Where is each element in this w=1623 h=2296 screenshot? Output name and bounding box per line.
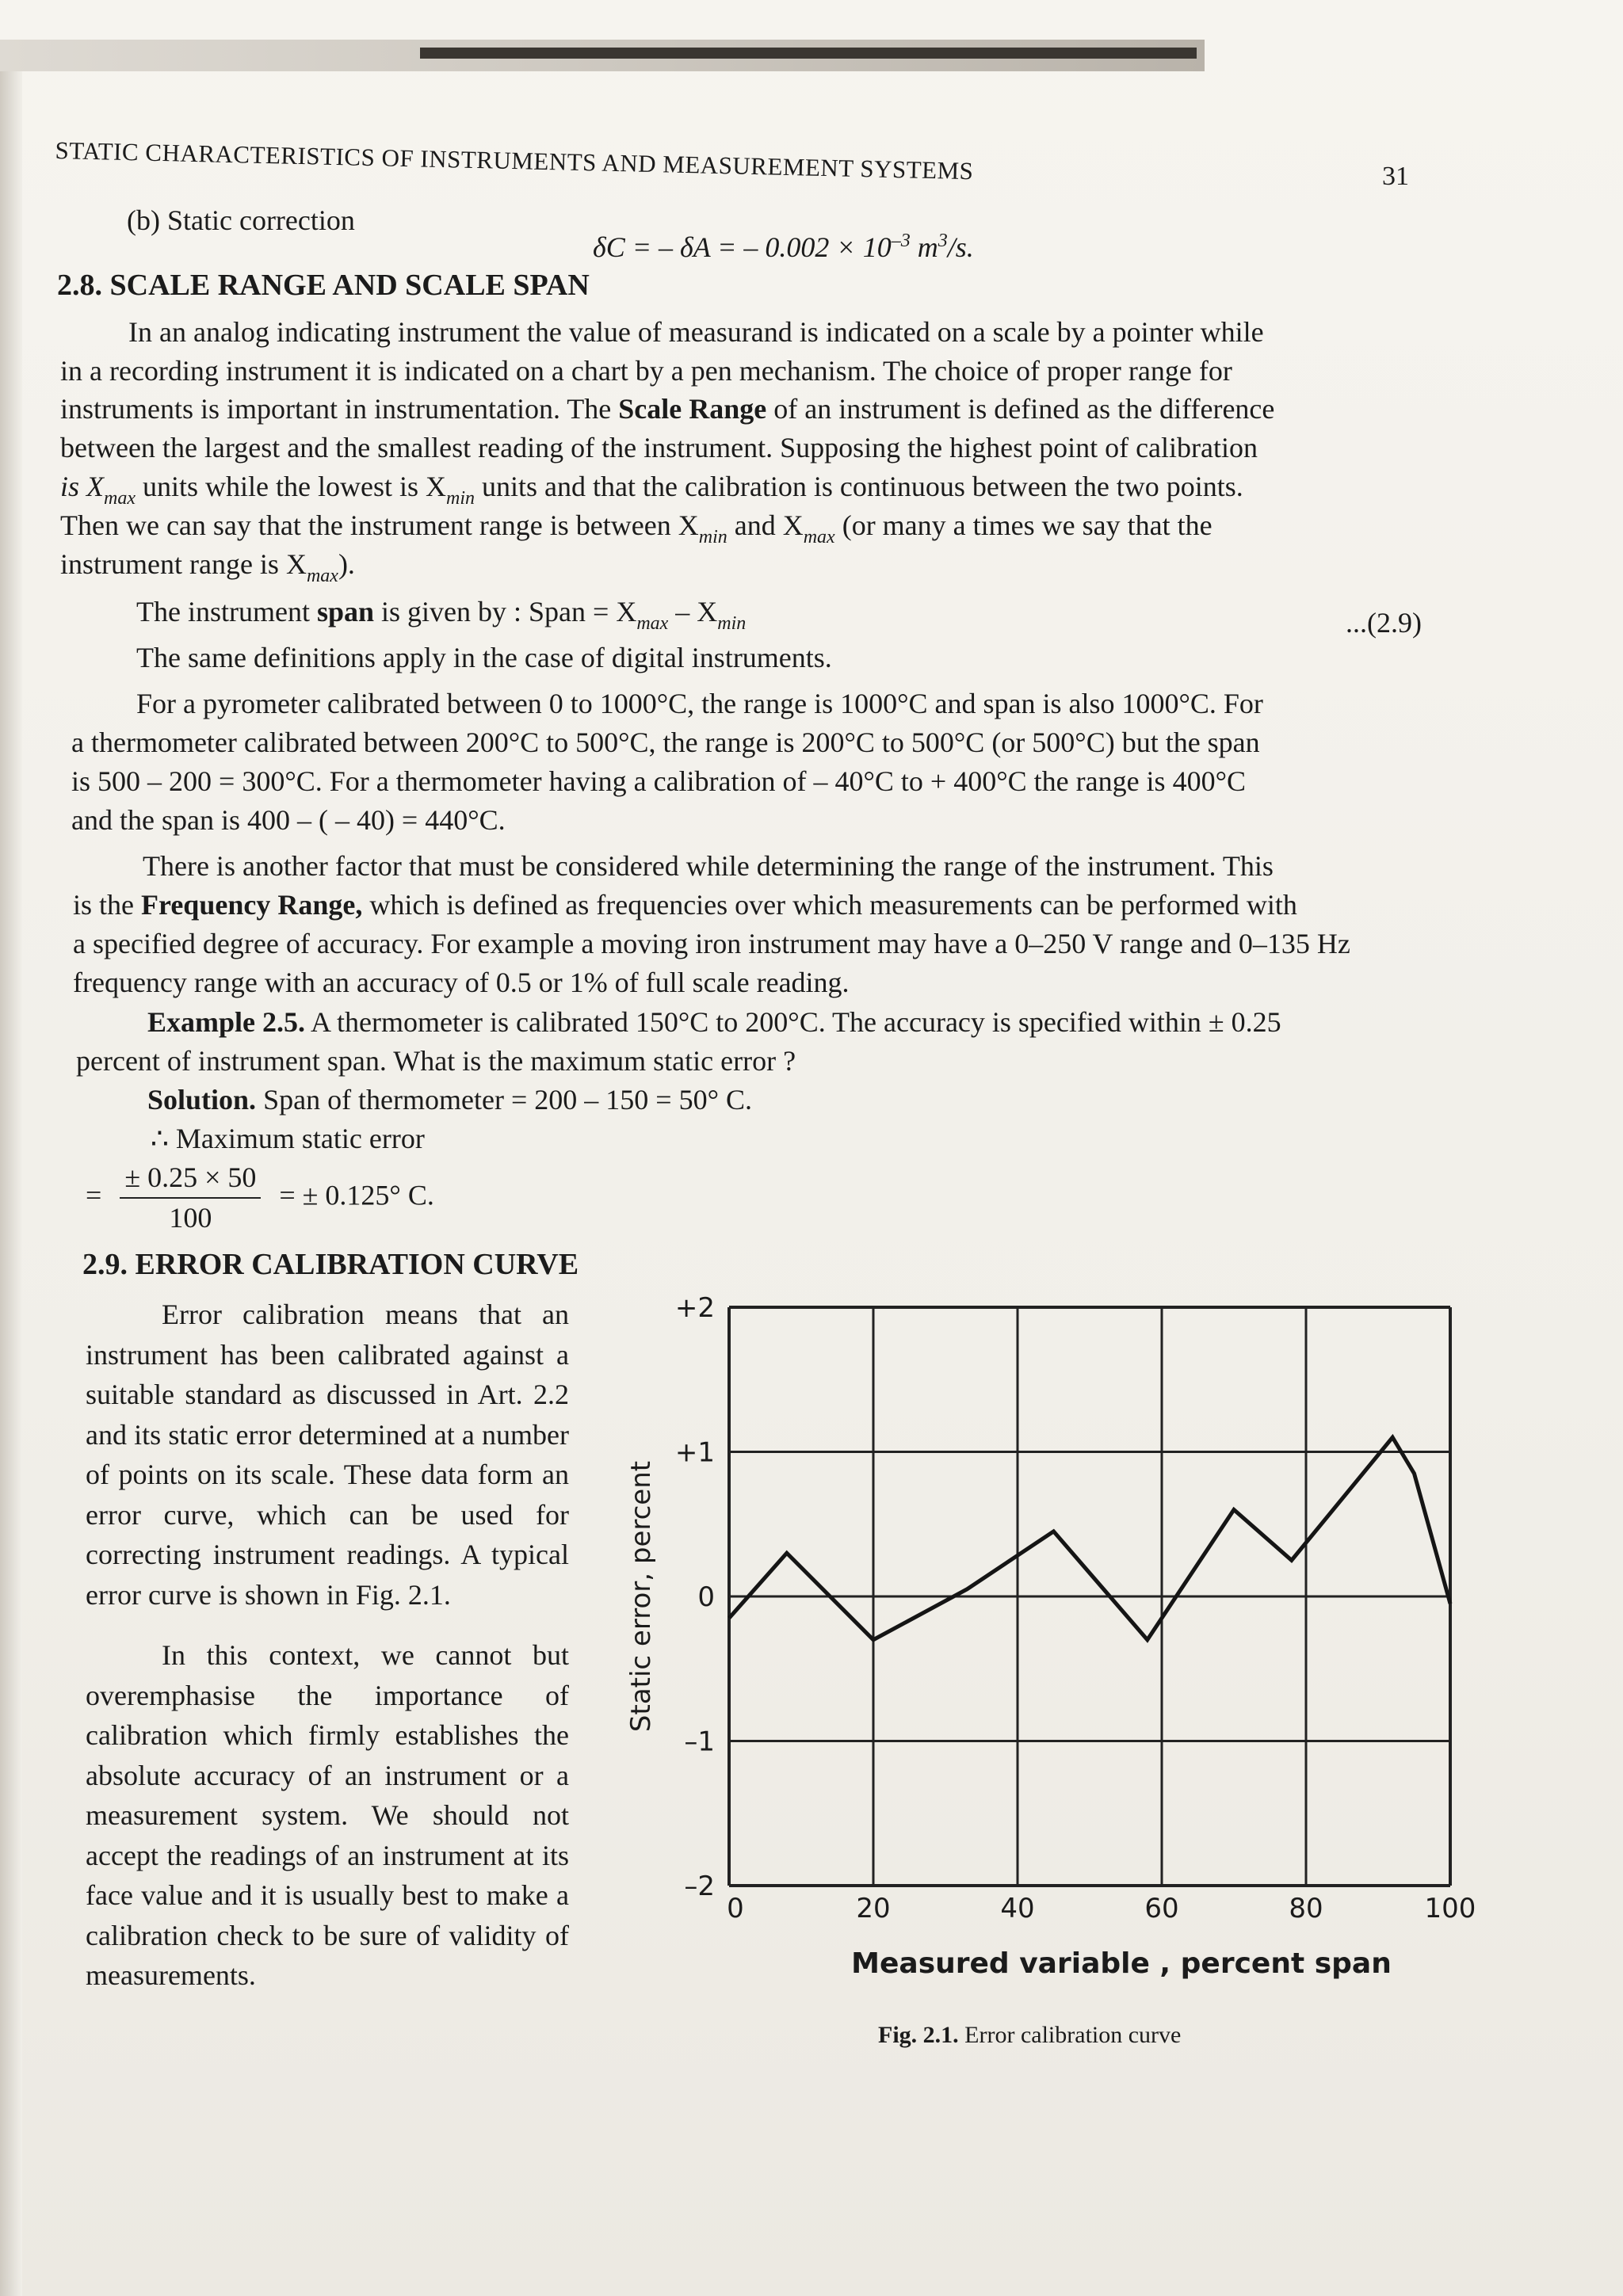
equals-sign: =: [86, 1179, 102, 1211]
para5-line4: frequency range with an accuracy of 0.5 or 1% of full scale reading.: [73, 967, 850, 998]
subscript: min: [445, 488, 475, 509]
x-tick-label: 100: [1424, 1893, 1476, 1924]
page-edge-shadow: [0, 71, 22, 2296]
equation-unit-tail: /s.: [947, 231, 974, 263]
section-2-9-para2: In this context, we cannot but overemphasise the importance of calibration which firmly establishes the absolute accuracy of an instrument or a measurement system. We should not accept the readings of an instrument at its face value and it is usually best to make a calibration check to be sure of validity of measurements.: [86, 1639, 569, 1991]
equation-number: ...(2.9): [1346, 607, 1422, 639]
x-tick-label: 80: [1289, 1893, 1323, 1924]
term-scale-range: Scale Range: [618, 393, 767, 425]
subscript: min: [717, 613, 747, 634]
para1-line7: [60, 545, 355, 596]
fraction: [120, 1158, 261, 1238]
para1-line2: in a recording instrument it is indicated on a chart by a pen mechanism. The choice of proper range for: [60, 355, 1232, 387]
text: instrument range is X: [60, 548, 307, 580]
para4-line1: For a pyrometer calibrated between 0 to 1000°C, the range is 1000°C and span is also 1000°C. For: [136, 688, 1263, 719]
section-2-9-para1: Error calibration means that an instrument has been calibrated against a suitable standard as discussed in Art. 2.2 and its static error determined at a number of points on its scale. These data form an error curve, which can be used for correcting instrument readings. A typical error curve is shown in Fig. 2.1.: [86, 1299, 569, 1611]
para4-line4: and the span is 400 – ( – 40) = 440°C.: [71, 804, 506, 836]
text: – X: [668, 596, 718, 627]
text: which is defined as frequencies over which measurements can be performed with: [362, 889, 1297, 921]
para5-line2: [73, 886, 1297, 925]
text: units and that the calibration is continuous between the two points.: [474, 471, 1243, 502]
text: and X: [727, 509, 804, 541]
para4-line2: a thermometer calibrated between 200°C to 500°C, the range is 200°C to 500°C (or 500°C) but the span: [71, 727, 1260, 758]
equation-unit: m: [910, 231, 938, 263]
text: A thermometer is calibrated 150°C to 200°C. The accuracy is specified within ± 0.25: [305, 1006, 1281, 1038]
solution-line: [147, 1081, 752, 1119]
book-spine-shadow: [420, 48, 1197, 59]
text: ).: [338, 548, 355, 580]
para1-line4: between the largest and the smallest reading of the instrument. Supposing the highest point of calibration: [60, 432, 1258, 463]
static-correction-label: (b) Static correction: [127, 204, 355, 236]
y-tick-label: +2: [674, 1292, 715, 1324]
subscript: max: [636, 613, 669, 634]
fraction-denominator: 100: [169, 1202, 212, 1234]
fraction-result: = ± 0.125° C.: [279, 1179, 434, 1211]
span-equation: [136, 593, 746, 643]
left-column: [86, 1295, 569, 1996]
y-axis-label: Static error, percent: [625, 1460, 657, 1733]
term-span: span: [316, 596, 375, 627]
subscript: max: [306, 566, 338, 586]
y-tick-label: –2: [684, 1871, 715, 1902]
para1-line1: In an analog indicating instrument the value of measurand is indicated on a scale by a pointer while: [128, 316, 1264, 348]
text: is X: [60, 471, 105, 502]
text: instruments is important in instrumentation. The: [60, 393, 619, 425]
example-label: Example 2.5.: [147, 1006, 306, 1038]
running-header: STATIC CHARACTERISTICS OF INSTRUMENTS AND MEASUREMENT SYSTEMS: [55, 136, 974, 185]
subscript: max: [104, 488, 136, 509]
para3: The same definitions apply in the case of digital instruments.: [136, 642, 832, 673]
subscript: max: [803, 527, 835, 547]
section-number: 2.8.: [57, 269, 102, 302]
para5-line1: There is another factor that must be considered while determining the range of the instrument. This: [143, 850, 1274, 882]
caption-text: Error calibration curve: [958, 2022, 1182, 2048]
term-frequency-range: Frequency Range,: [141, 889, 363, 921]
y-tick-labels: [675, 1292, 715, 1902]
static-correction-equation: [593, 222, 974, 267]
x-tick-label: 0: [727, 1893, 744, 1924]
para5-line3: a specified degree of accuracy. For example a moving iron instrument may have a 0–250 V range and 0–135 Hz: [73, 928, 1350, 959]
text: units while the lowest is X: [136, 471, 446, 502]
text: The instrument: [136, 596, 317, 627]
text: of an instrument is defined as the difference: [766, 393, 1275, 425]
error-curve-line: [729, 1437, 1450, 1640]
text: Then we can say that the instrument range is between X: [60, 509, 699, 541]
fraction-numerator: ± 0.25 × 50: [120, 1158, 261, 1199]
subscript: min: [698, 527, 727, 547]
caption-label: Fig. 2.1.: [878, 2022, 959, 2048]
example-line1: [147, 1003, 1281, 1042]
text: is given by : Span = X: [374, 596, 637, 627]
equation-unit-exponent: 3: [938, 231, 948, 251]
example-line2: percent of instrument span. What is the maximum static error ?: [76, 1045, 796, 1077]
therefore-line: ∴ Maximum static error: [151, 1123, 425, 1154]
text: (or many a times we say that the: [834, 509, 1212, 541]
y-tick-label: 0: [697, 1581, 715, 1613]
para4-line3: is 500 – 200 = 300°C. For a thermometer having a calibration of – 40°C to + 400°C the range is 400°C: [71, 765, 1246, 797]
equation-body: δC = – δA = – 0.002 × 10: [593, 231, 892, 263]
x-tick-label: 20: [856, 1893, 891, 1924]
text: Span of thermometer = 200 – 150 = 50° C.: [256, 1084, 752, 1116]
section-2-8-heading: [57, 268, 590, 303]
section-title: SCALE RANGE AND SCALE SPAN: [109, 269, 590, 302]
y-tick-label: –1: [684, 1726, 715, 1758]
section-title: ERROR CALIBRATION CURVE: [135, 1248, 579, 1281]
fraction-equation: [86, 1158, 434, 1238]
x-tick-label: 40: [1000, 1893, 1035, 1924]
x-tick-labels: [727, 1893, 1476, 1924]
y-tick-label: +1: [674, 1436, 715, 1469]
section-2-9-heading: [82, 1247, 579, 1282]
para1-line3: [60, 390, 1274, 429]
equation-exponent: –3: [891, 231, 911, 251]
section-number: 2.9.: [82, 1248, 128, 1281]
x-tick-label: 60: [1144, 1893, 1179, 1924]
page-number: 31: [1382, 162, 1409, 191]
chart-grid: [729, 1307, 1450, 1886]
text: is the: [73, 889, 141, 921]
x-axis-label: Measured variable , percent span: [851, 1947, 1392, 1980]
solution-label: Solution.: [147, 1084, 257, 1116]
error-calibration-chart: [602, 1268, 1498, 1997]
figure-caption: [878, 2022, 1181, 2049]
